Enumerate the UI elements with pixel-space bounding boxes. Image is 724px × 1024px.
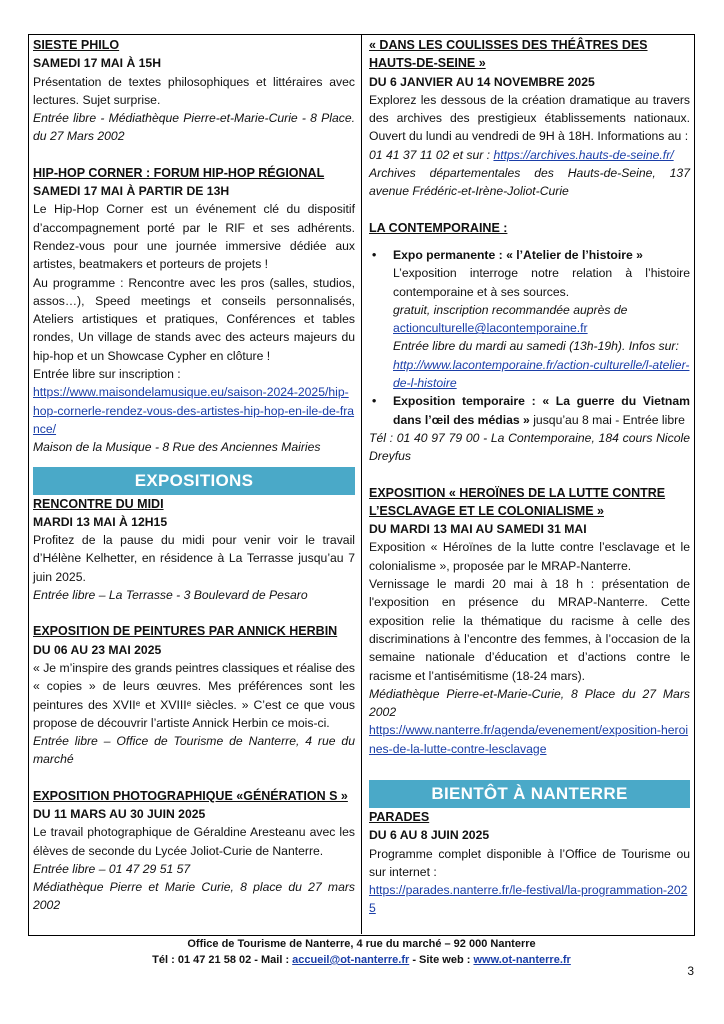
event-title: SIESTE PHILO (33, 38, 120, 52)
item-email-link[interactable]: actionculturelle@lacontemporaine.fr (393, 321, 588, 336)
event-info: Entrée libre – Office de Tourisme de Nanterre, 4 rue du marché (33, 734, 355, 767)
item-text (393, 392, 690, 429)
bullet-icon: • (372, 394, 377, 409)
event-place: Archives départementales des Hauts-de-Seine, 137 avenue Frédéric-et-Irène-Joliot-Curie (369, 166, 690, 199)
event-place: Médiathèque Pierre et Marie Curie, 8 place du 27 mars 2002 (33, 880, 355, 913)
item-label: Expo permanente : « l’Atelier de l’histoire » (393, 247, 643, 262)
event-link[interactable]: https://archives.hauts-de-seine.fr/ (493, 147, 674, 162)
footer-address: Office de Tourisme de Nanterre, 4 rue du marché – 92 000 Nanterre (187, 938, 536, 950)
event-contact (369, 146, 690, 164)
event-la-contemporaine (369, 219, 690, 466)
page-number: 3 (687, 964, 694, 978)
event-date: MARDI 13 MAI À 12H15 (33, 514, 168, 529)
event-contact: Tél : 01 40 97 79 00 - La Contemporaine, 184 cours Nicole Dreyfus (369, 430, 690, 464)
event-date: SAMEDI 17 MAI À 15H (33, 56, 161, 71)
event-rencontre-midi (33, 495, 355, 605)
event-title: HIP-HOP CORNER : FORUM HIP-HOP RÉGIONAL (33, 165, 325, 180)
event-program: Au programme : Rencontre avec les pros (salles, studios, assos…), Speed meetings et conseils personnalisés, Ateliers artistiques et pratiques, Conférences et tables rondes, Un village de stands avec des acteurs majeurs du hip-hop et un Showcase Cypher en clôture ! (33, 275, 355, 363)
event-title: LA CONTEMPORAINE : (369, 220, 508, 235)
event-link[interactable]: https://www.maisondelamusique.eu/saison-2024-2025/hip-hop-cornerle-rendez-vous-des-artistes-hip-hop-en-ile-de-france/ (33, 385, 355, 436)
footer-site-label: - Site web : (409, 954, 474, 966)
section-banner-bientot: BIENTÔT À NANTERRE (369, 780, 690, 808)
event-title: RENCONTRE DU MIDI (33, 496, 164, 511)
event-phone: 01 41 37 11 02 et sur : (369, 147, 491, 162)
item-link[interactable]: http://www.lacontemporaine.fr/action-culturelle/l-atelier-de-l-histoire (393, 357, 690, 391)
event-sieste-philo (33, 36, 355, 146)
footer-site-link[interactable]: www.ot-nanterre.fr (473, 954, 571, 966)
event-generation-s (33, 787, 355, 915)
item-rest: jusqu’au 8 mai - Entrée libre (529, 412, 685, 427)
contemporaine-list (369, 246, 690, 429)
event-description: Programme complet disponible à l’Office de Tourisme ou sur internet : (369, 846, 690, 879)
event-description: Explorez les dessous de la création dramatique au travers des archives des prestigieux établissements nationaux. Ouvert du lundi au vendredi de 9H à 18H. Informations au : (369, 92, 690, 144)
event-date: DU 6 JANVIER AU 14 NOVEMBRE 2025 (369, 74, 595, 89)
event-info: Entrée libre – La Terrasse - 3 Boulevard de Pesaro (33, 588, 308, 603)
event-title: EXPOSITION DE PEINTURES PAR ANNICK HERBIN (33, 624, 338, 639)
list-item (369, 246, 690, 392)
event-info: Entrée libre - Médiathèque Pierre-et-Marie-Curie - 8 Place. du 27 Mars 2002 (33, 111, 355, 144)
event-description: Profitez de la pause du midi pour venir voir le travail d’Hélène Kelhetter, en résidence à La Terrasse jusqu’au 7 juin 2025. (33, 533, 355, 584)
event-date: SAMEDI 17 MAI À PARTIR DE 13H (33, 184, 230, 199)
item-hours: Entrée libre du mardi au samedi (13h-19h). Infos sur: (393, 339, 679, 354)
event-parades (369, 808, 690, 918)
event-details: Vernissage le mardi 20 mai à 18 h : présentation de l'exposition en présence du MRAP-Nanterre. Cette exposition relie la thématique du racisme à celle des discriminations à l’encontre des femmes, à l’occasion de la semaine nationale d’éducation et d’actions contre le racisme et l’antisémitisme (18-24 mars). (369, 577, 690, 683)
footer-email-link[interactable]: accueil@ot-nanterre.fr (292, 954, 410, 966)
event-heroines (369, 484, 690, 758)
list-item (369, 392, 690, 429)
event-place: Maison de la Musique - 8 Rue des Anciennes Mairies (33, 440, 321, 455)
event-info: Entrée libre – 01 47 29 51 57 (33, 861, 191, 876)
event-date: DU 6 AU 8 JUIN 2025 (369, 828, 490, 843)
item-description: L’exposition interroge notre relation à l’histoire contemporaine et à ses sources. (393, 266, 690, 299)
event-link[interactable]: https://www.nanterre.fr/agenda/evenement/exposition-heroines-de-la-lutte-contre-lesclavage (369, 723, 689, 756)
event-description: Présentation de textes philosophiques et littéraires avec lectures. Sujet surprise. (33, 74, 355, 107)
event-link[interactable]: https://parades.nanterre.fr/le-festival/la-programmation-2025 (369, 883, 688, 916)
event-title: EXPOSITION PHOTOGRAPHIQUE «GÉNÉRATION S » (33, 788, 348, 803)
event-title: PARADES (369, 809, 430, 824)
bullet-icon: • (372, 247, 377, 262)
event-date: DU 06 AU 23 MAI 2025 (33, 642, 162, 657)
event-description: Le travail photographique de Géraldine Aresteanu avec les élèves de seconde du Lycée Joliot-Curie de Nanterre. (33, 825, 355, 858)
section-banner-expositions: EXPOSITIONS (33, 467, 355, 495)
event-description: « Je m’inspire des grands peintres classiques et réalise des « copies » de leurs œuvres. Mes préférences sont les peintures des XVIIᵉ et XVIIIᵉ siècles. » C’est ce que vous propose de découvrir l’artiste Annick Herbin ce mois-ci. (33, 660, 355, 730)
event-place: Médiathèque Pierre-et-Marie-Curie, 8 Place du 27 Mars 2002 (369, 686, 690, 720)
event-title: « DANS LES COULISSES DES THÉÂTRES DES HAUTS-DE-SEINE » (369, 38, 648, 71)
event-coulisses-theatres (369, 36, 690, 201)
item-label: Exposition temporaire : « La guerre du Vietnam dans l’œil des médias » (393, 394, 690, 427)
column-divider (361, 34, 362, 934)
event-hiphop-corner (33, 164, 355, 457)
event-date: DU MARDI 13 MAI AU SAMEDI 31 MAI (369, 522, 587, 537)
event-title: EXPOSITION « HEROÏNES DE LA LUTTE CONTRE L’ESCLAVAGE ET LE COLONIALISME » (369, 485, 666, 518)
event-date: DU 11 MARS AU 30 JUIN 2025 (33, 806, 206, 821)
footer-contact (28, 952, 695, 968)
footer-tel: Tél : 01 47 21 58 02 - Mail : (152, 954, 293, 966)
event-description: Exposition « Héroïnes de la lutte contre l’esclavage et le colonialisme », proposée par le MRAP-Nanterre. (369, 540, 690, 573)
item-registration: gratuit, inscription recommandée auprès de (393, 302, 628, 317)
left-column (33, 36, 355, 915)
page-footer (28, 936, 695, 968)
right-column (369, 36, 690, 918)
event-annick-herbin (33, 622, 355, 768)
event-description: Le Hip-Hop Corner est un événement clé du dispositif d’accompagnement porté par le RIF et ses adhérents. Rendez-vous pour une journée immersive dédiée aux artistes, beatmakers et porteurs de projets ! (33, 202, 355, 272)
event-registration: Entrée libre sur inscription : (33, 367, 181, 382)
